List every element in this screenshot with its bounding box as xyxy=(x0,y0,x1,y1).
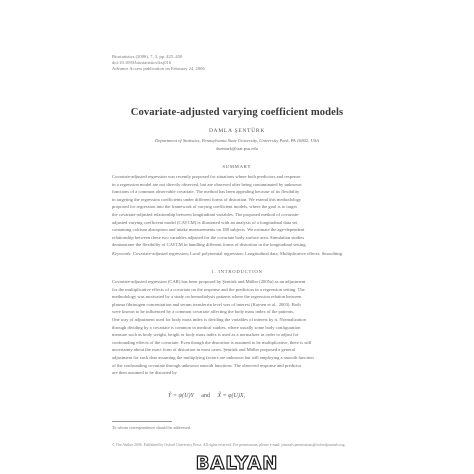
summary-paragraph xyxy=(112,173,364,249)
author-affiliation: Department of Statistics, Pennsylvania State University, University Park, PA 16802, USA xyxy=(155,138,319,143)
equation-and: and xyxy=(201,393,210,399)
introduction-line: Covariate-adjusted regression (CAR) has been proposed by Şentürk and Müller (2005a) as an adjustment xyxy=(112,279,306,284)
footnote: To whom correspondence should be addressed. xyxy=(112,425,192,430)
keywords-text: Covariate-adjusted regression; Local polynomial regression; Longitudinal data; Multiplicative effects; Smoothing. xyxy=(132,251,344,256)
summary-line: the covariate-adjusted relationship between longitudinal variables. The proposed method of covariate- xyxy=(112,211,300,217)
summary-line: relationship between these two variables adjusted for the covariate body surface area. Simulation studies xyxy=(112,234,305,240)
introduction-line: through dividing by a covariate is common in medical studies, where usually some body configuration xyxy=(112,324,301,330)
keywords xyxy=(112,250,364,258)
journal-header xyxy=(112,54,205,73)
doi-line: doi:10.1093/biostatistics/kxj016 xyxy=(112,60,172,66)
introduction-line: methodology was motivated by a study on hemodialysis patients where the regression relation between xyxy=(112,294,302,300)
author-name: DAMLA ŞENTÜRK xyxy=(208,128,266,134)
equation-response: Ỹ = ψ(U)Y xyxy=(168,393,194,399)
equation-predictor: X̃ = φ(U)X, xyxy=(217,393,245,399)
svg-text:BALYAN: BALYAN xyxy=(195,453,279,473)
paper-title: Covariate-adjusted varying coefficient models xyxy=(130,107,344,118)
introduction-paragraph xyxy=(112,278,364,377)
introduction-line: adjustment for such data assuming the multiplying factors are unknown but still employing a smooth function xyxy=(112,354,314,360)
journal-citation: Biostatistics (2006), 7, 3, pp. 425–450 xyxy=(112,54,183,59)
balyan-watermark xyxy=(190,451,284,473)
summary-heading: SUMMARY xyxy=(222,164,252,169)
footnote-rule xyxy=(112,421,172,422)
summary-line: in a regression model are not directly observed, but are observed after being contaminated by unknown xyxy=(112,181,302,187)
summary-line: functions of a common observable covariate. The method has been appealing because of its flexibility xyxy=(112,189,300,195)
introduction-line: plasma fibrinogen concentration and serum transferrin level was of interest (Kaysen et al., 2003). Both xyxy=(112,301,301,307)
introduction-line: of the confounding covariate through unknown smooth functions. The observed response and predictor xyxy=(112,362,302,368)
publication-date: Advance Access publication on February 24, 2006 xyxy=(112,66,205,72)
introduction-line: were known to be influenced by a common covariate affecting the body mass index of the patients. xyxy=(112,309,294,315)
introduction-heading: 1. INTRODUCTION xyxy=(211,269,263,274)
introduction-line: confounding effects of the covariate. Even though the distortion is assumed to be multiplicative, there is still xyxy=(112,339,312,345)
introduction-line: uncertainty about the exact form of distortion in most cases. Şentürk and Müller proposed a general xyxy=(112,347,295,353)
introduction-line: for the multiplicative effects of a covariate on the response and the predictors in a regression setting. The xyxy=(112,286,305,292)
introduction-line: One way of adjustment used for body mass index is dividing the variables of interest by it. Normalization xyxy=(112,316,306,322)
distortion-equation xyxy=(168,393,318,399)
introduction-line: are then assumed to be distorted by xyxy=(112,370,177,376)
summary-line: containing calcium absorption and intake measurements on 188 subjects. We estimate the age-dependent xyxy=(112,227,305,233)
summary-line: demonstrate the flexibility of CAVCM in handling different forms of distortion in the longitudinal setting. xyxy=(112,242,307,248)
keywords-label: Keywords: xyxy=(112,251,132,256)
summary-line: proposed for regression into the framework of varying coefficient models, where the goal is to target xyxy=(112,204,297,210)
summary-line: Covariate-adjusted regression was recently proposed for situations where both predictors and response xyxy=(112,174,301,179)
summary-line: adjusted varying coefficient model (CAVCM) is illustrated with an analysis of a longitudinal data set xyxy=(112,219,298,225)
introduction-line: measure such as body weight, height or body mass index is used as a normalizer in order to adjust for xyxy=(112,332,299,338)
copyright-footer: © The Author 2006. Published by Oxford University Press. All rights reserved. For permissions, please e-mail: journals.permissions@oxfordjournals.org. xyxy=(112,443,346,447)
summary-line: in targeting the regression coefficients under different forms of distortion. We extend this methodology xyxy=(112,196,302,202)
author-email: dsenturk@stat.psu.edu xyxy=(216,146,258,151)
